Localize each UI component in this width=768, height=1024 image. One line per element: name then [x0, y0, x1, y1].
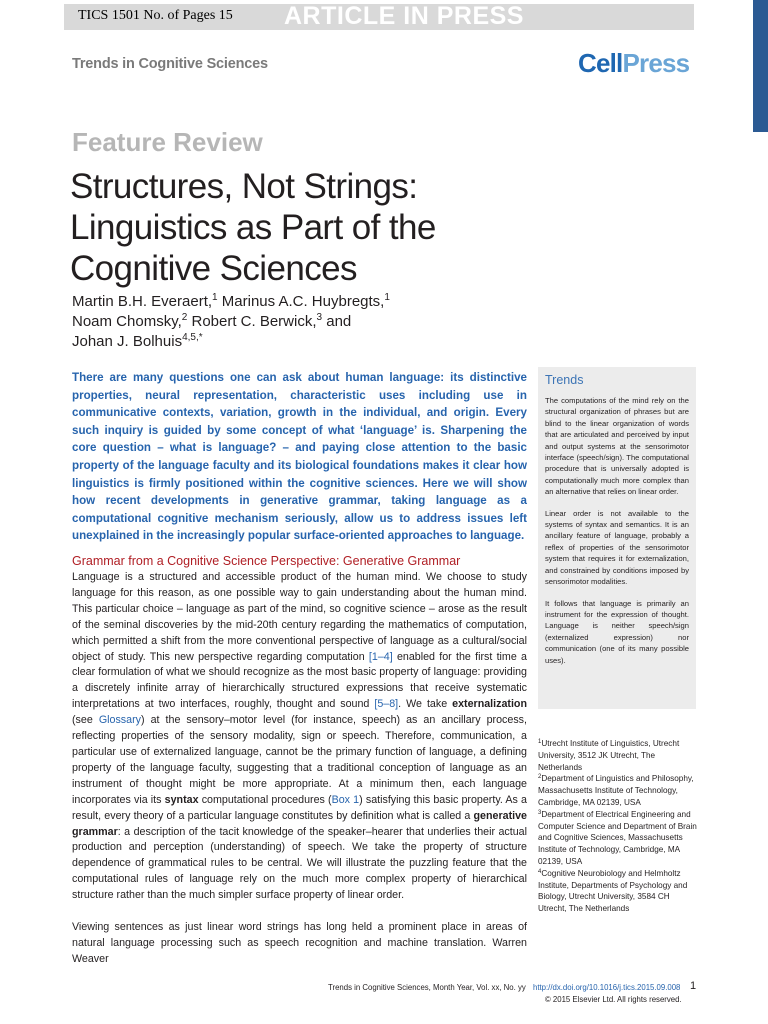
box-link[interactable]: Box 1 [331, 793, 360, 806]
abstract: There are many questions one can ask about human language: its distinctive properties, neural representation, characteristic uses including use in communicative contexts, variation, growth in the individual, and origin. Every such inquiry is guided by some concept of what ‘language’ is. Sharpening the core question – what is language? – and paying close attention to the basic property of the language faculty and its biological foundations makes it clear how linguistics is firmly positioned within the cognitive sciences. Here we will show how recent developments in generative grammar, taking language as a computational cognitive mechanism seriously, allow us to address issues left unexplained in the increasingly popular surface-oriented approaches to language. [72, 371, 527, 543]
logo-cell: Cell [578, 48, 623, 78]
author-name: Robert C. Berwick, [187, 313, 317, 330]
author-affiliation-marker: 4,5,* [182, 332, 203, 343]
body-paragraph: Viewing sentences as just linear word strings has long held a prominent place in areas of natural language processing such as speech recognition and machine translation. Warren Weaver [72, 921, 527, 965]
glossary-link[interactable]: Glossary [98, 714, 141, 727]
author-affiliation-marker: 3 [316, 312, 323, 323]
author-affiliation-marker: 2 [181, 312, 188, 323]
body-text-run: ) satisfying this basic property. As a result, every theory of a particular language constitutes by definition what is called a [72, 793, 527, 822]
author-affiliation-marker: 1 [212, 292, 218, 303]
body-text-run: : a description of the tacit knowledge of the speaker–hearer that underlies their actual production and perception (understanding) of speech. We take the property of structure dependence of grammatical rules to be central. We will illustrate the puzzling feature that the computational rules of language rely on the much more complex property of hierarchical structure rather than the much simpler surface property of linear order. [72, 825, 527, 902]
page-edge-tab [753, 0, 768, 132]
title-line: Structures, Not Strings: [70, 167, 418, 206]
cellpress-logo [578, 50, 689, 76]
doi-link[interactable]: http://dx.doi.org/10.1016/j.tics.2015.09.008 [533, 983, 681, 992]
body-text-run: ) at the sensory–motor level (for instance, speech) as an ancillary process, reflecting properties of the sensory modality, sign or speech. Therefore, communication, a particular use of externalized language, cannot be the primary function of language, a defining property of the language faculty, suggesting that a traditional conception of language as an instrument of thought might be more appropriate. At a minimum then, each language incorporates via its [72, 714, 527, 806]
affiliation-marker: 1 [538, 739, 542, 745]
glossary-term: generative grammar [72, 809, 527, 838]
article-in-press-banner [64, 4, 694, 30]
author-name: Marinus A.C. Huybregts, [217, 293, 385, 310]
page-number: 1 [690, 980, 697, 992]
article-in-press-label: ARTICLE IN PRESS [284, 2, 524, 30]
affiliation [538, 809, 698, 868]
affiliation-text: Department of Electrical Engineering and Computer Science and Department of Brain and Cognitive Sciences, Massachusetts Institute of Technology, Cambridge, MA 02139, USA [538, 809, 697, 866]
affiliations [538, 738, 698, 915]
body-paragraph [72, 570, 527, 904]
trends-heading: Trends [545, 373, 584, 387]
article-type: Feature Review [72, 127, 263, 157]
affiliation [538, 868, 698, 915]
author-affiliation-marker: 1 [384, 292, 390, 303]
affiliation [538, 738, 698, 773]
body-text-run: computational procedures ( [198, 793, 332, 806]
body-text-run: (see [72, 714, 99, 727]
trends-box [538, 367, 696, 709]
footer-citation: Trends in Cognitive Sciences, Month Year, Vol. xx, No. yy [328, 983, 526, 992]
affiliation-text: Utrecht Institute of Linguistics, Utrecht University, 3512 JK Utrecht, The Netherlands [538, 739, 680, 772]
affiliation-text: Department of Linguistics and Philosophy, Massachusetts Institute of Technology, Cambridge, MA 02139, USA [538, 774, 694, 807]
body-text-run: Language is a structured and accessible product of the human mind. We choose to study language for this reason, as one possible way to gain understanding about the human mind. This particular choice – language as part of the mind, so cognitive science – arose as the result of the seminal discoveries by the mid-20th century regarding the mathematics of computation, which permitted a shift from the more conventional perspective of language as a cultural/social object of study. This new perspective regarding computation [72, 571, 527, 663]
body-text-run: enabled for the first time a clear formulation of what we should recognize as the most basic property of language: providing a discretely infinite array of hierarchically structured expressions that receive systematic interpretations at two interfaces, roughly, thought and sound [72, 650, 527, 711]
affiliation-text: Cognitive Neurobiology and Helmholtz Institute, Departments of Psychology and Biology, Utrecht University, 3584 CH Utrecht, The Netherlands [538, 868, 688, 914]
journal-name: Trends in Cognitive Sciences [72, 56, 268, 72]
author-list [72, 292, 532, 352]
author-name: Johan J. Bolhuis [72, 333, 183, 350]
author-name: Martin B.H. Everaert, [72, 293, 213, 310]
title-line: Cognitive Sciences [70, 249, 357, 288]
author-name: Noam Chomsky, [72, 313, 182, 330]
glossary-term: externalization [452, 698, 527, 711]
glossary-term: syntax [164, 793, 199, 806]
affiliation-marker: 2 [538, 774, 542, 781]
title-line: Linguistics as Part of the [70, 208, 436, 247]
citation-link[interactable]: [5–8] [374, 698, 399, 711]
trends-paragraph: It follows that language is primarily an instrument for the expression of thought. Language is neither speech/sign (externalized expression) nor communication (one of its many possible uses). [545, 598, 689, 665]
article-title [70, 166, 540, 289]
logo-press: Press [622, 48, 690, 78]
affiliation [538, 773, 698, 808]
article-meta: TICS 1501 No. of Pages 15 [78, 8, 233, 23]
affiliation-marker: 4 [538, 868, 542, 875]
body-text-run: . We take [398, 698, 453, 711]
affiliation-marker: 3 [538, 809, 542, 816]
section-heading: Grammar from a Cognitive Science Perspective: Generative Grammar [72, 554, 461, 568]
citation-link[interactable]: [1–4] [368, 650, 393, 663]
author-conjunction: and [322, 313, 352, 330]
body-text [72, 570, 527, 968]
trends-paragraph: Linear order is not available to the systems of syntax and semantics. It is an ancillary feature of language, probably a reflex of properties of the sensorimotor system that requires it for externalization, and constrained by conditions imposed by sensorimotor modalities. [545, 508, 689, 587]
copyright: © 2015 Elsevier Ltd. All rights reserved. [545, 995, 682, 1004]
trends-paragraph: The computations of the mind rely on the structural organization of phrases but are blind to the linear organization of words that are articulated and perceived by input and output systems at the sensorimotor interface (speech/sign). The computational procedure that is universally adopted is computationally much more complex than an alternative that relies on linear order. [545, 396, 689, 497]
